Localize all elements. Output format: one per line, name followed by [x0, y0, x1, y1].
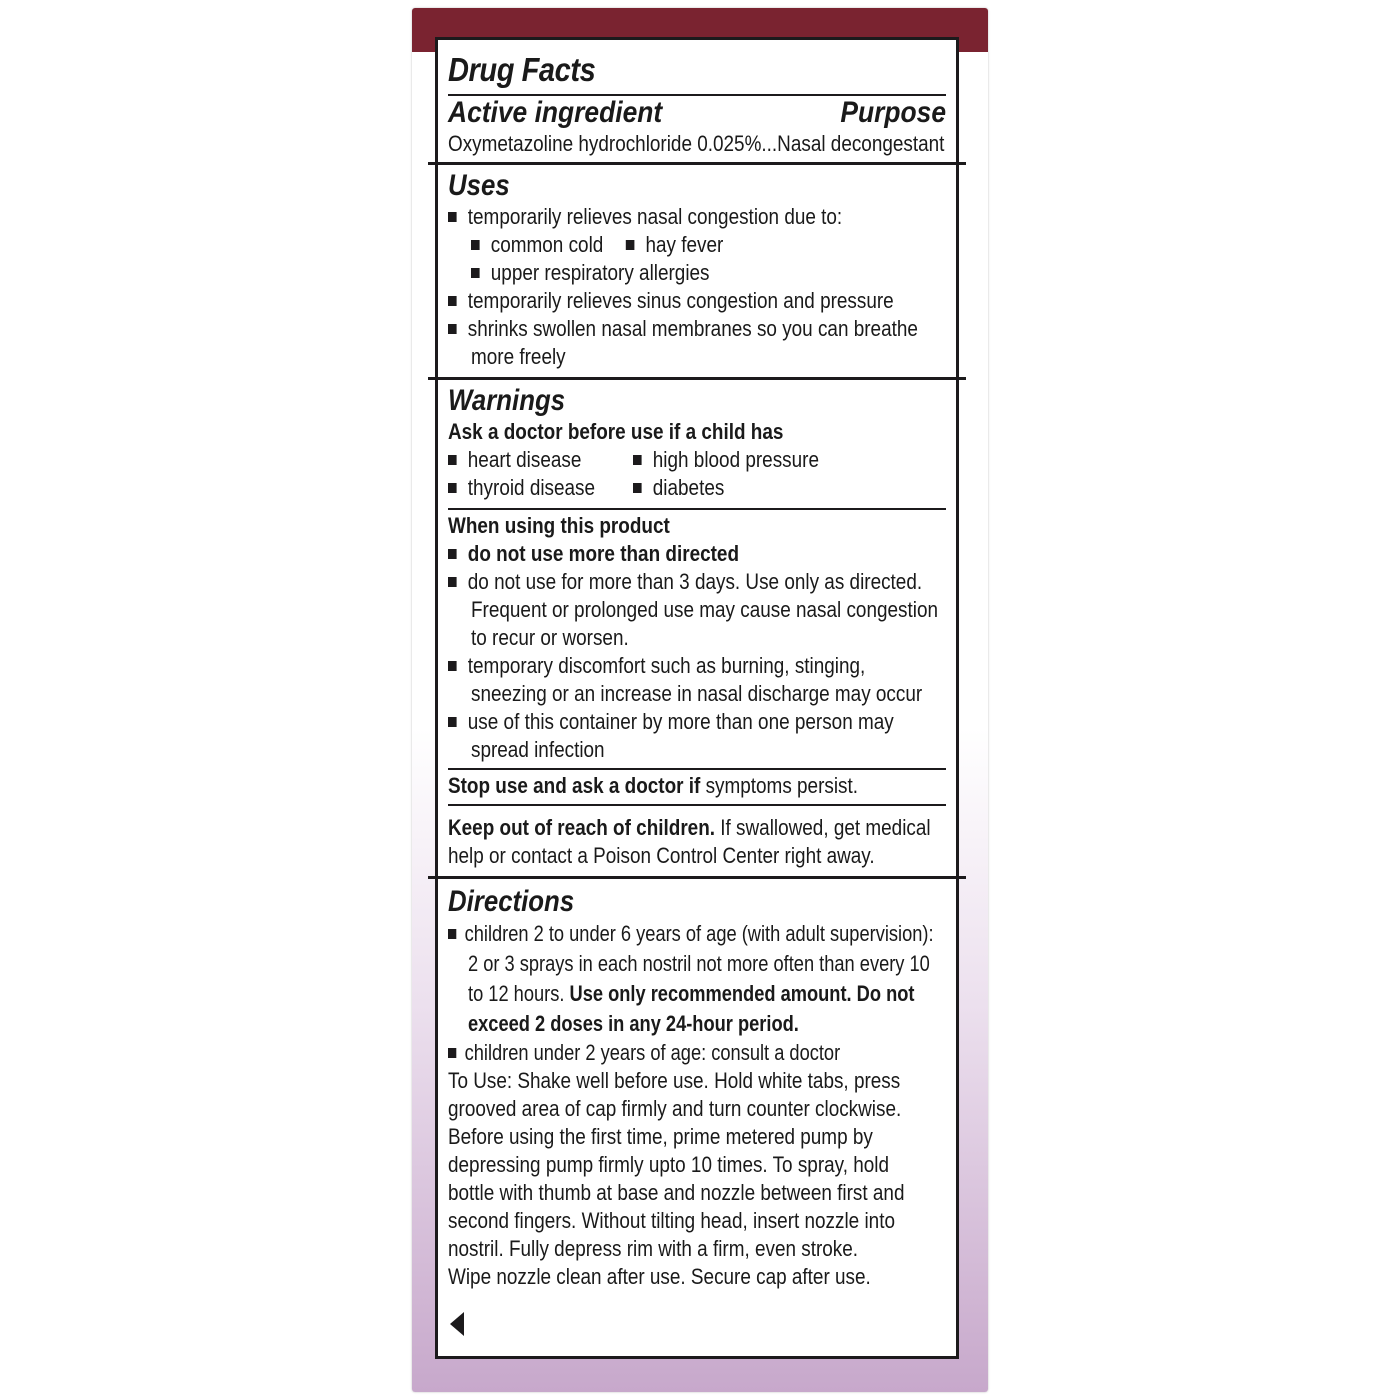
bullet-icon	[633, 455, 642, 465]
uses-heading: Uses	[448, 169, 510, 202]
bullet-icon	[633, 483, 642, 493]
when-using-heading: When using this product	[448, 513, 670, 538]
drug-facts-card	[412, 8, 988, 1392]
directions-item: children 2 to under 6 years of age (with adult supervision):	[464, 921, 934, 946]
section-divider	[428, 377, 966, 380]
warnings-heading: Warnings	[448, 384, 566, 417]
keep-out-line-2: help or contact a Poison Control Center right away.	[448, 843, 875, 868]
bullet-icon	[448, 296, 457, 306]
uses-subitem: hay fever	[645, 232, 724, 257]
condition-item: diabetes	[652, 475, 725, 500]
to-use-line: bottle with thumb at base and nozzle between first and	[448, 1180, 905, 1205]
bullet-icon	[626, 240, 635, 250]
active-ingredient-line: Oxymetazoline hydrochloride 0.025%...Nasal decongestant	[448, 131, 945, 156]
bullet-icon	[448, 929, 456, 939]
directions-item: children under 2 years of age: consult a doctor	[464, 1040, 841, 1065]
when-using-item: do not use more than directed	[467, 541, 740, 566]
section-divider	[428, 162, 966, 165]
active-ingredient-header	[448, 96, 946, 130]
section-divider	[428, 876, 966, 879]
drug-facts-panel: Drug Facts Active ingredient Purpose Oxymetazoline hydrochloride 0.025%...Nasal decongestant Uses temporarily relieves nasal congestion due to: common cold hay fever upper respiratory allergies temporarily relieves sinus congestion and pressure shrinks swollen nasal membranes so you can breathe more freely Warnings Ask a doctor before use if a child has heart disease high blood pressure thyroid disease diabetes When using this product do not use more than directed do not use for more than 3 days. Use only as directed. Frequent or prolonged use may cause nasal congestion to recur or worsen. temporary discomfort such as burning, stinging, sneezing or an increase in nasal discharge may occur use of this container by more than one person may spread infection Stop use and ask a doctor if symptoms persist. Keep out of reach of children. If swallowed, get medical help or contact a Poison Control Center right away. Directions children 2 to under 6 years of age (with adult supervision): 2 or 3 sprays in each nostril not more often than every 10 to 12 hours. Use only recommended amount. Do not exceed 2 doses in any 24-hour period. children under 2 years of age: consult a doctor To Use: Shake well before use. Hold white tabs, press grooved area of cap firmly and turn counter clockwise. Before using the first time, prime metered pump by depressing pump firmly upto 10 times. To spray, hold bottle with thumb at base and nozzle between first and second fingers. Without tilting head, insert nozzle into nostril. Fully depress rim with a firm, even stroke. Wipe nozzle clean after use. Secure cap after use.	[435, 37, 959, 1359]
when-using-item-continued: to recur or worsen.	[471, 625, 629, 650]
uses-subitem: upper respiratory allergies	[490, 260, 710, 285]
condition-item: thyroid disease	[467, 475, 596, 500]
bullet-icon	[471, 240, 480, 250]
to-use-line: second fingers. Without tilting head, insert nozzle into	[448, 1208, 895, 1233]
bullet-icon	[448, 324, 457, 334]
bullet-icon	[448, 212, 457, 222]
to-use-line: Before using the first time, prime metered pump by	[448, 1124, 873, 1149]
divider	[448, 804, 946, 806]
directions-warning: exceed 2 doses in any 24-hour period.	[468, 1011, 799, 1036]
when-using-item-continued: sneezing or an increase in nasal discharge may occur	[471, 681, 923, 706]
active-ingredient-heading: Active ingredient	[448, 96, 663, 129]
bullet-icon	[471, 268, 480, 278]
when-using-item: temporary discomfort such as burning, stinging,	[467, 653, 866, 678]
when-using-item-continued: Frequent or prolonged use may cause nasal congestion	[471, 597, 938, 622]
left-arrow-icon	[450, 1312, 464, 1336]
bullet-icon	[448, 577, 457, 587]
divider	[448, 508, 946, 510]
bullet-icon	[448, 455, 457, 465]
bullet-icon	[448, 661, 457, 671]
to-use-line: Wipe nozzle clean after use. Secure cap after use.	[448, 1264, 871, 1289]
bullet-icon	[448, 717, 457, 727]
purpose-heading: Purpose	[840, 96, 946, 129]
uses-item: shrinks swollen nasal membranes so you can breathe	[467, 316, 918, 341]
when-using-item: use of this container by more than one person may	[467, 709, 894, 734]
drug-facts-title: Drug Facts	[448, 51, 596, 88]
divider	[448, 768, 946, 770]
uses-item: temporarily relieves nasal congestion due to:	[467, 204, 843, 229]
uses-subitem: common cold	[490, 232, 604, 257]
bullet-icon	[448, 483, 457, 493]
when-using-item-continued: spread infection	[471, 737, 605, 762]
uses-item-continued: more freely	[471, 344, 566, 369]
to-use-line: grooved area of cap firmly and turn counter clockwise.	[448, 1096, 902, 1121]
condition-item: high blood pressure	[652, 447, 819, 472]
ask-doctor-heading: Ask a doctor before use if a child has	[448, 419, 784, 444]
uses-item: temporarily relieves sinus congestion and pressure	[467, 288, 894, 313]
bullet-icon	[448, 549, 457, 559]
keep-out-line: Keep out of reach of children. If swallowed, get medical	[448, 815, 931, 840]
to-use-line: To Use: Shake well before use. Hold white tabs, press	[448, 1068, 901, 1093]
to-use-line: nostril. Fully depress rim with a firm, even stroke.	[448, 1236, 859, 1261]
directions-item-continued: 2 or 3 sprays in each nostril not more often than every 10	[468, 951, 930, 976]
when-using-item: do not use for more than 3 days. Use only as directed.	[467, 569, 923, 594]
stop-use-line: Stop use and ask a doctor if symptoms persist.	[448, 773, 859, 798]
bullet-icon	[448, 1048, 456, 1058]
condition-item: heart disease	[467, 447, 582, 472]
to-use-line: depressing pump firmly upto 10 times. To spray, hold	[448, 1152, 889, 1177]
directions-heading: Directions	[448, 885, 575, 918]
